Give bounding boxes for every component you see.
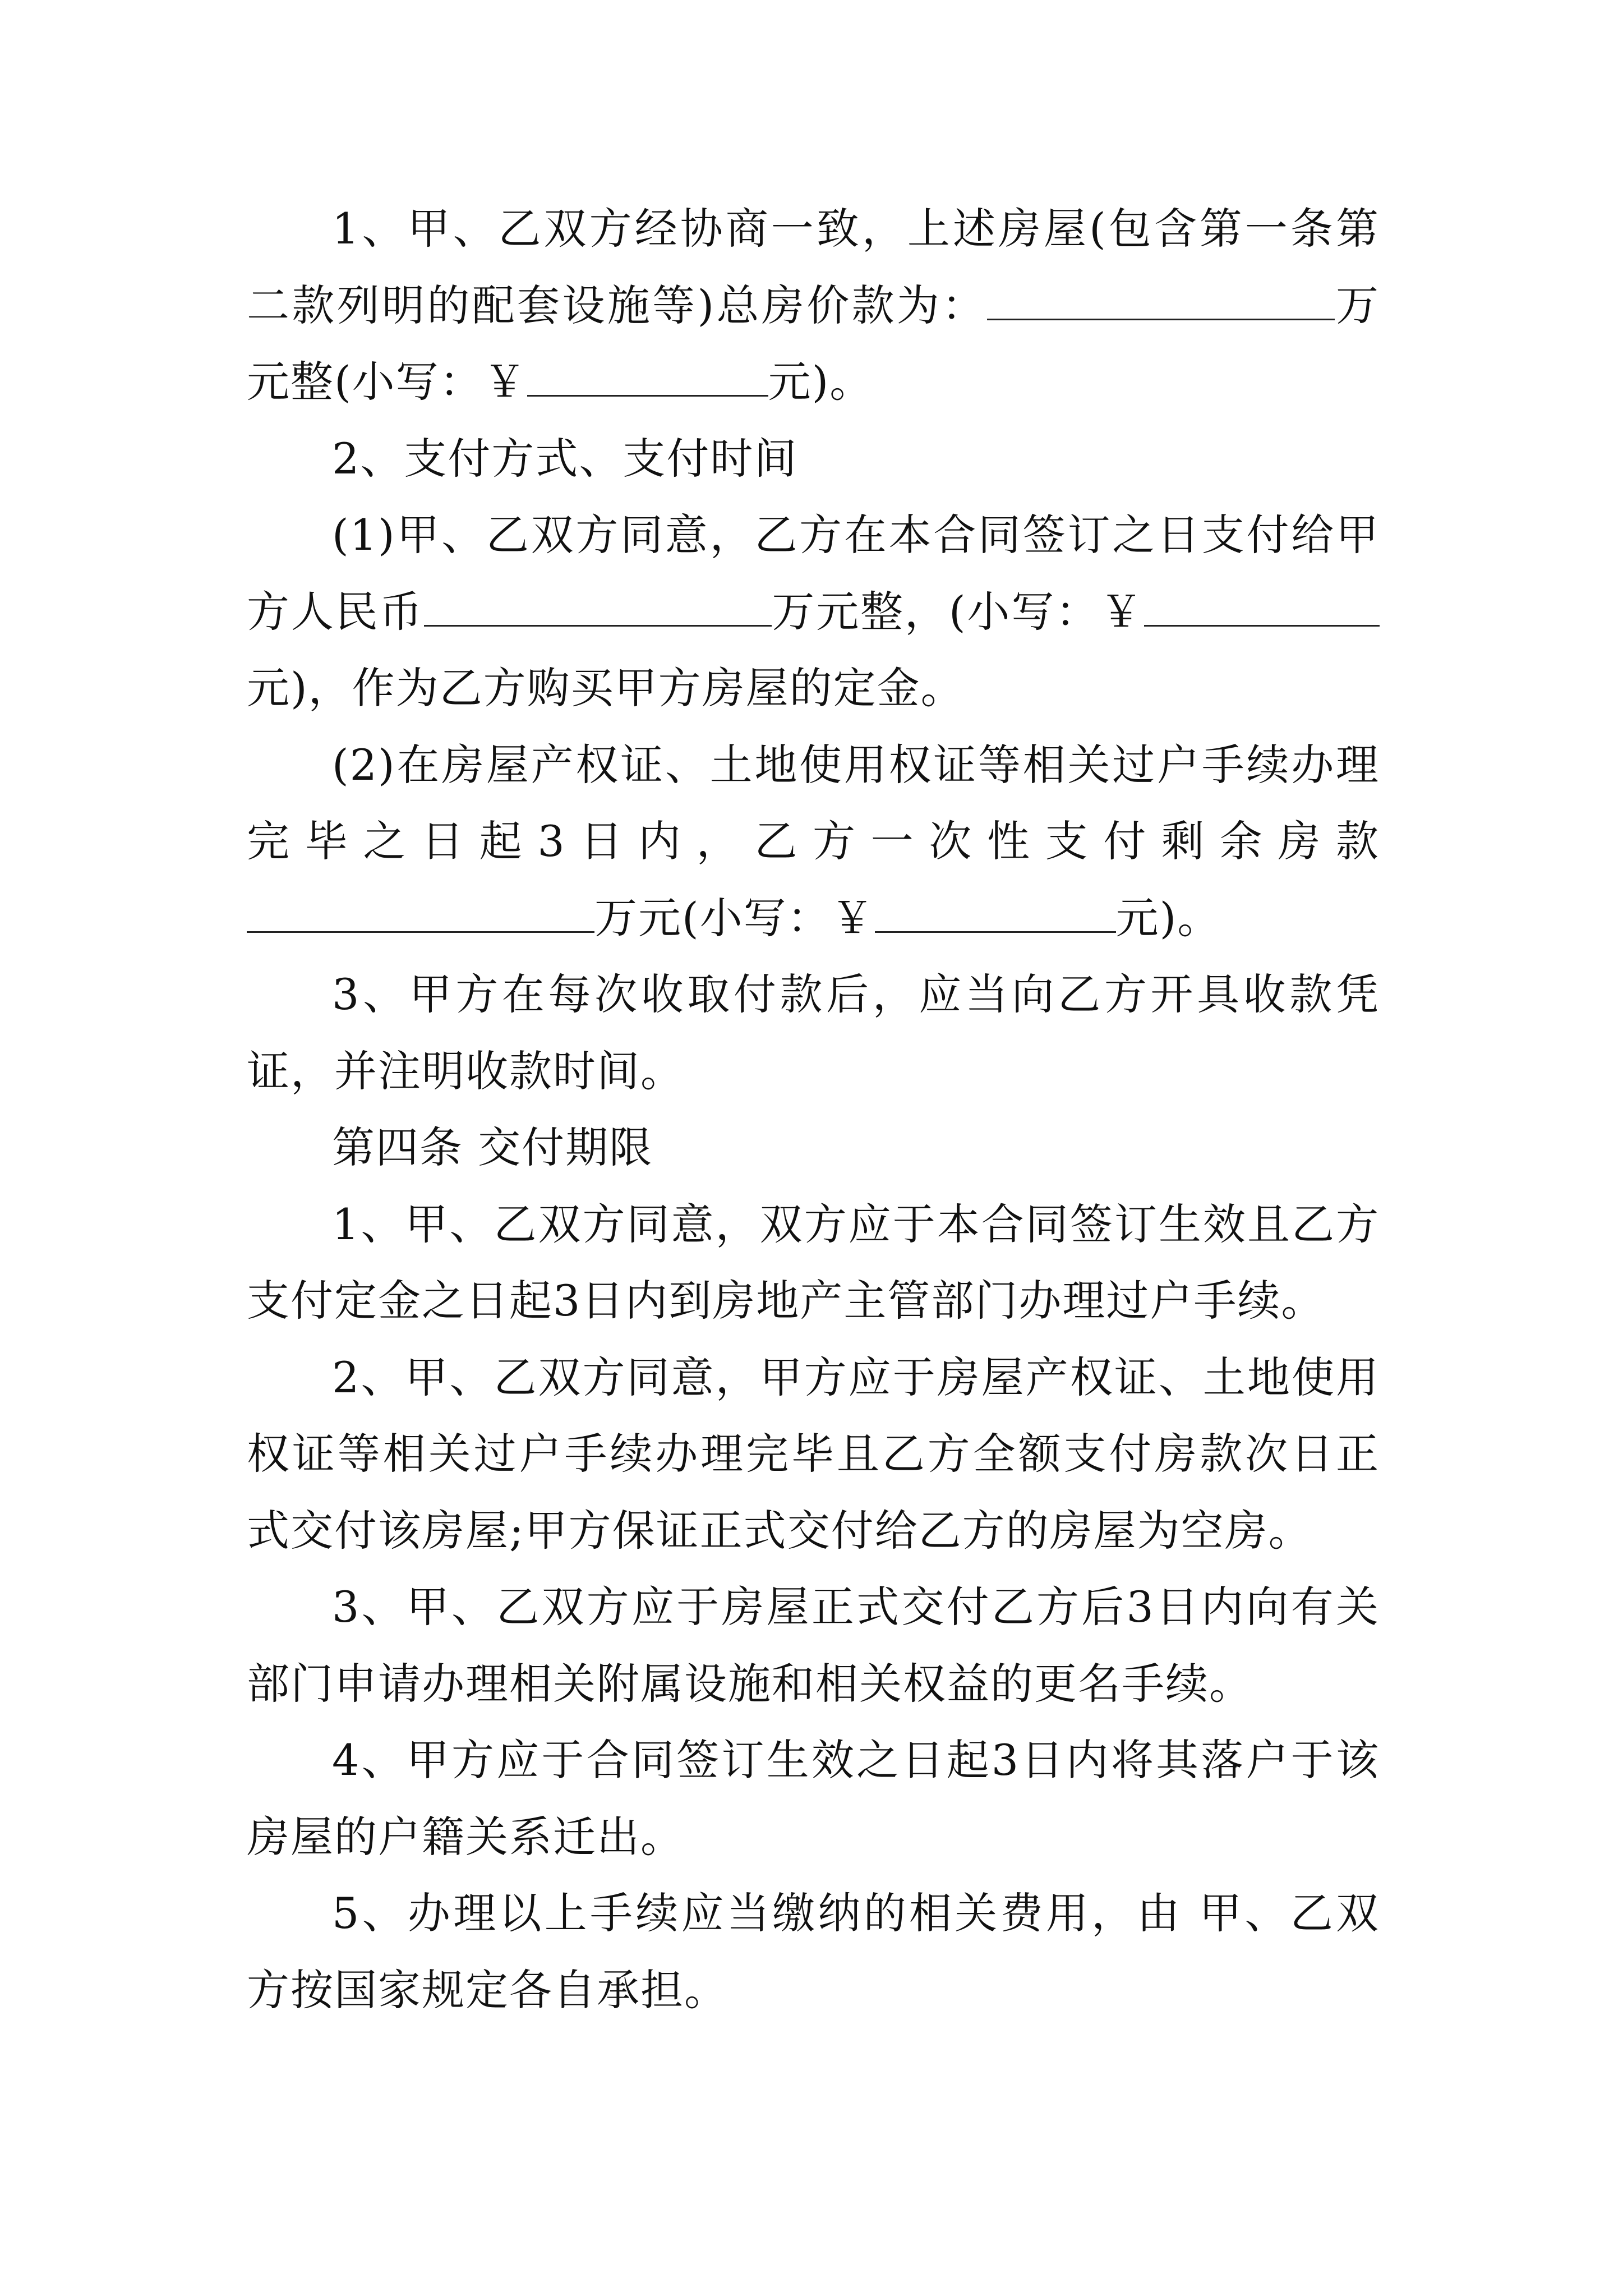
deposit-text-c: 元)，作为乙方购买甲方房屋的定金。 xyxy=(247,663,965,713)
article-four-heading-text: 第四条 交付期限 xyxy=(332,1122,653,1172)
payment-heading-text: 2、支付方式、支付时间 xyxy=(332,433,798,484)
paragraph-deposit xyxy=(247,497,1380,727)
total-price-blank[interactable] xyxy=(987,279,1335,320)
receipt-text: 3、甲方在每次收取付款后，应当向乙方开具收款凭证，并注明收款时间。 xyxy=(247,969,1380,1096)
paragraph-receipt xyxy=(247,956,1380,1110)
transfer-text: 1、甲、乙双方同意，双方应于本合同签订生效且乙方支付定金之日起3日内到房地产主管部门办理过户手续。 xyxy=(247,1199,1380,1326)
paragraph-delivery xyxy=(247,1340,1380,1570)
document-body xyxy=(247,191,1380,2028)
deposit-small-blank[interactable] xyxy=(1144,586,1380,627)
fees-text: 5、办理以上手续应当缴纳的相关费用，由 甲、乙双方按国家规定各自承担。 xyxy=(247,1888,1380,2015)
total-price-text-b: 万元整(小写：￥ xyxy=(247,280,1380,407)
deposit-blank[interactable] xyxy=(424,586,772,627)
delivery-text: 2、甲、乙双方同意，甲方应于房屋产权证、土地使用权证等相关过户手续办理完毕且乙方全额支付房款次日正式交付该房屋;甲方保证正式交付给乙方的房屋为空房。 xyxy=(247,1352,1380,1556)
paragraph-total-price xyxy=(247,191,1380,421)
paragraph-household-registration xyxy=(247,1722,1380,1875)
remaining-blank[interactable] xyxy=(247,892,594,933)
rename-text: 3、甲、乙双方应于房屋正式交付乙方后3日内向有关部门申请办理相关附属设施和相关权益的更名手续。 xyxy=(247,1582,1380,1709)
paragraph-payment-heading xyxy=(247,421,1380,498)
paragraph-transfer xyxy=(247,1186,1380,1340)
total-price-text-a: 1、甲、乙双方经协商一致，上述房屋(包含第一条第二款列明的配套设施等)总房价款为： xyxy=(247,204,1380,330)
paragraph-fees xyxy=(247,1875,1380,2028)
paragraph-remaining-payment xyxy=(247,727,1380,957)
deposit-text-b: 万元整，(小写：￥ xyxy=(771,586,1144,637)
deposit-text-a: (1)甲、乙双方同意，乙方在本合同签订之日支付给甲方人民币 xyxy=(247,510,1380,637)
remaining-text-a: (2)在房屋产权证、土地使用权证等相关过户手续办理完毕之日起3日内，乙方一次性支付剩余房款 xyxy=(247,739,1380,866)
remaining-small-blank[interactable] xyxy=(875,892,1116,933)
household-registration-text: 4、甲方应于合同签订生效之日起3日内将其落户于该房屋的户籍关系迁出。 xyxy=(247,1735,1380,1862)
paragraph-rename xyxy=(247,1569,1380,1722)
remaining-text-b: 万元(小写：￥ xyxy=(594,892,875,943)
remaining-text-c: 元)。 xyxy=(1115,892,1221,943)
total-price-small-blank[interactable] xyxy=(527,356,768,397)
paragraph-article-four-heading xyxy=(247,1110,1380,1186)
total-price-text-c: 元)。 xyxy=(768,357,874,407)
